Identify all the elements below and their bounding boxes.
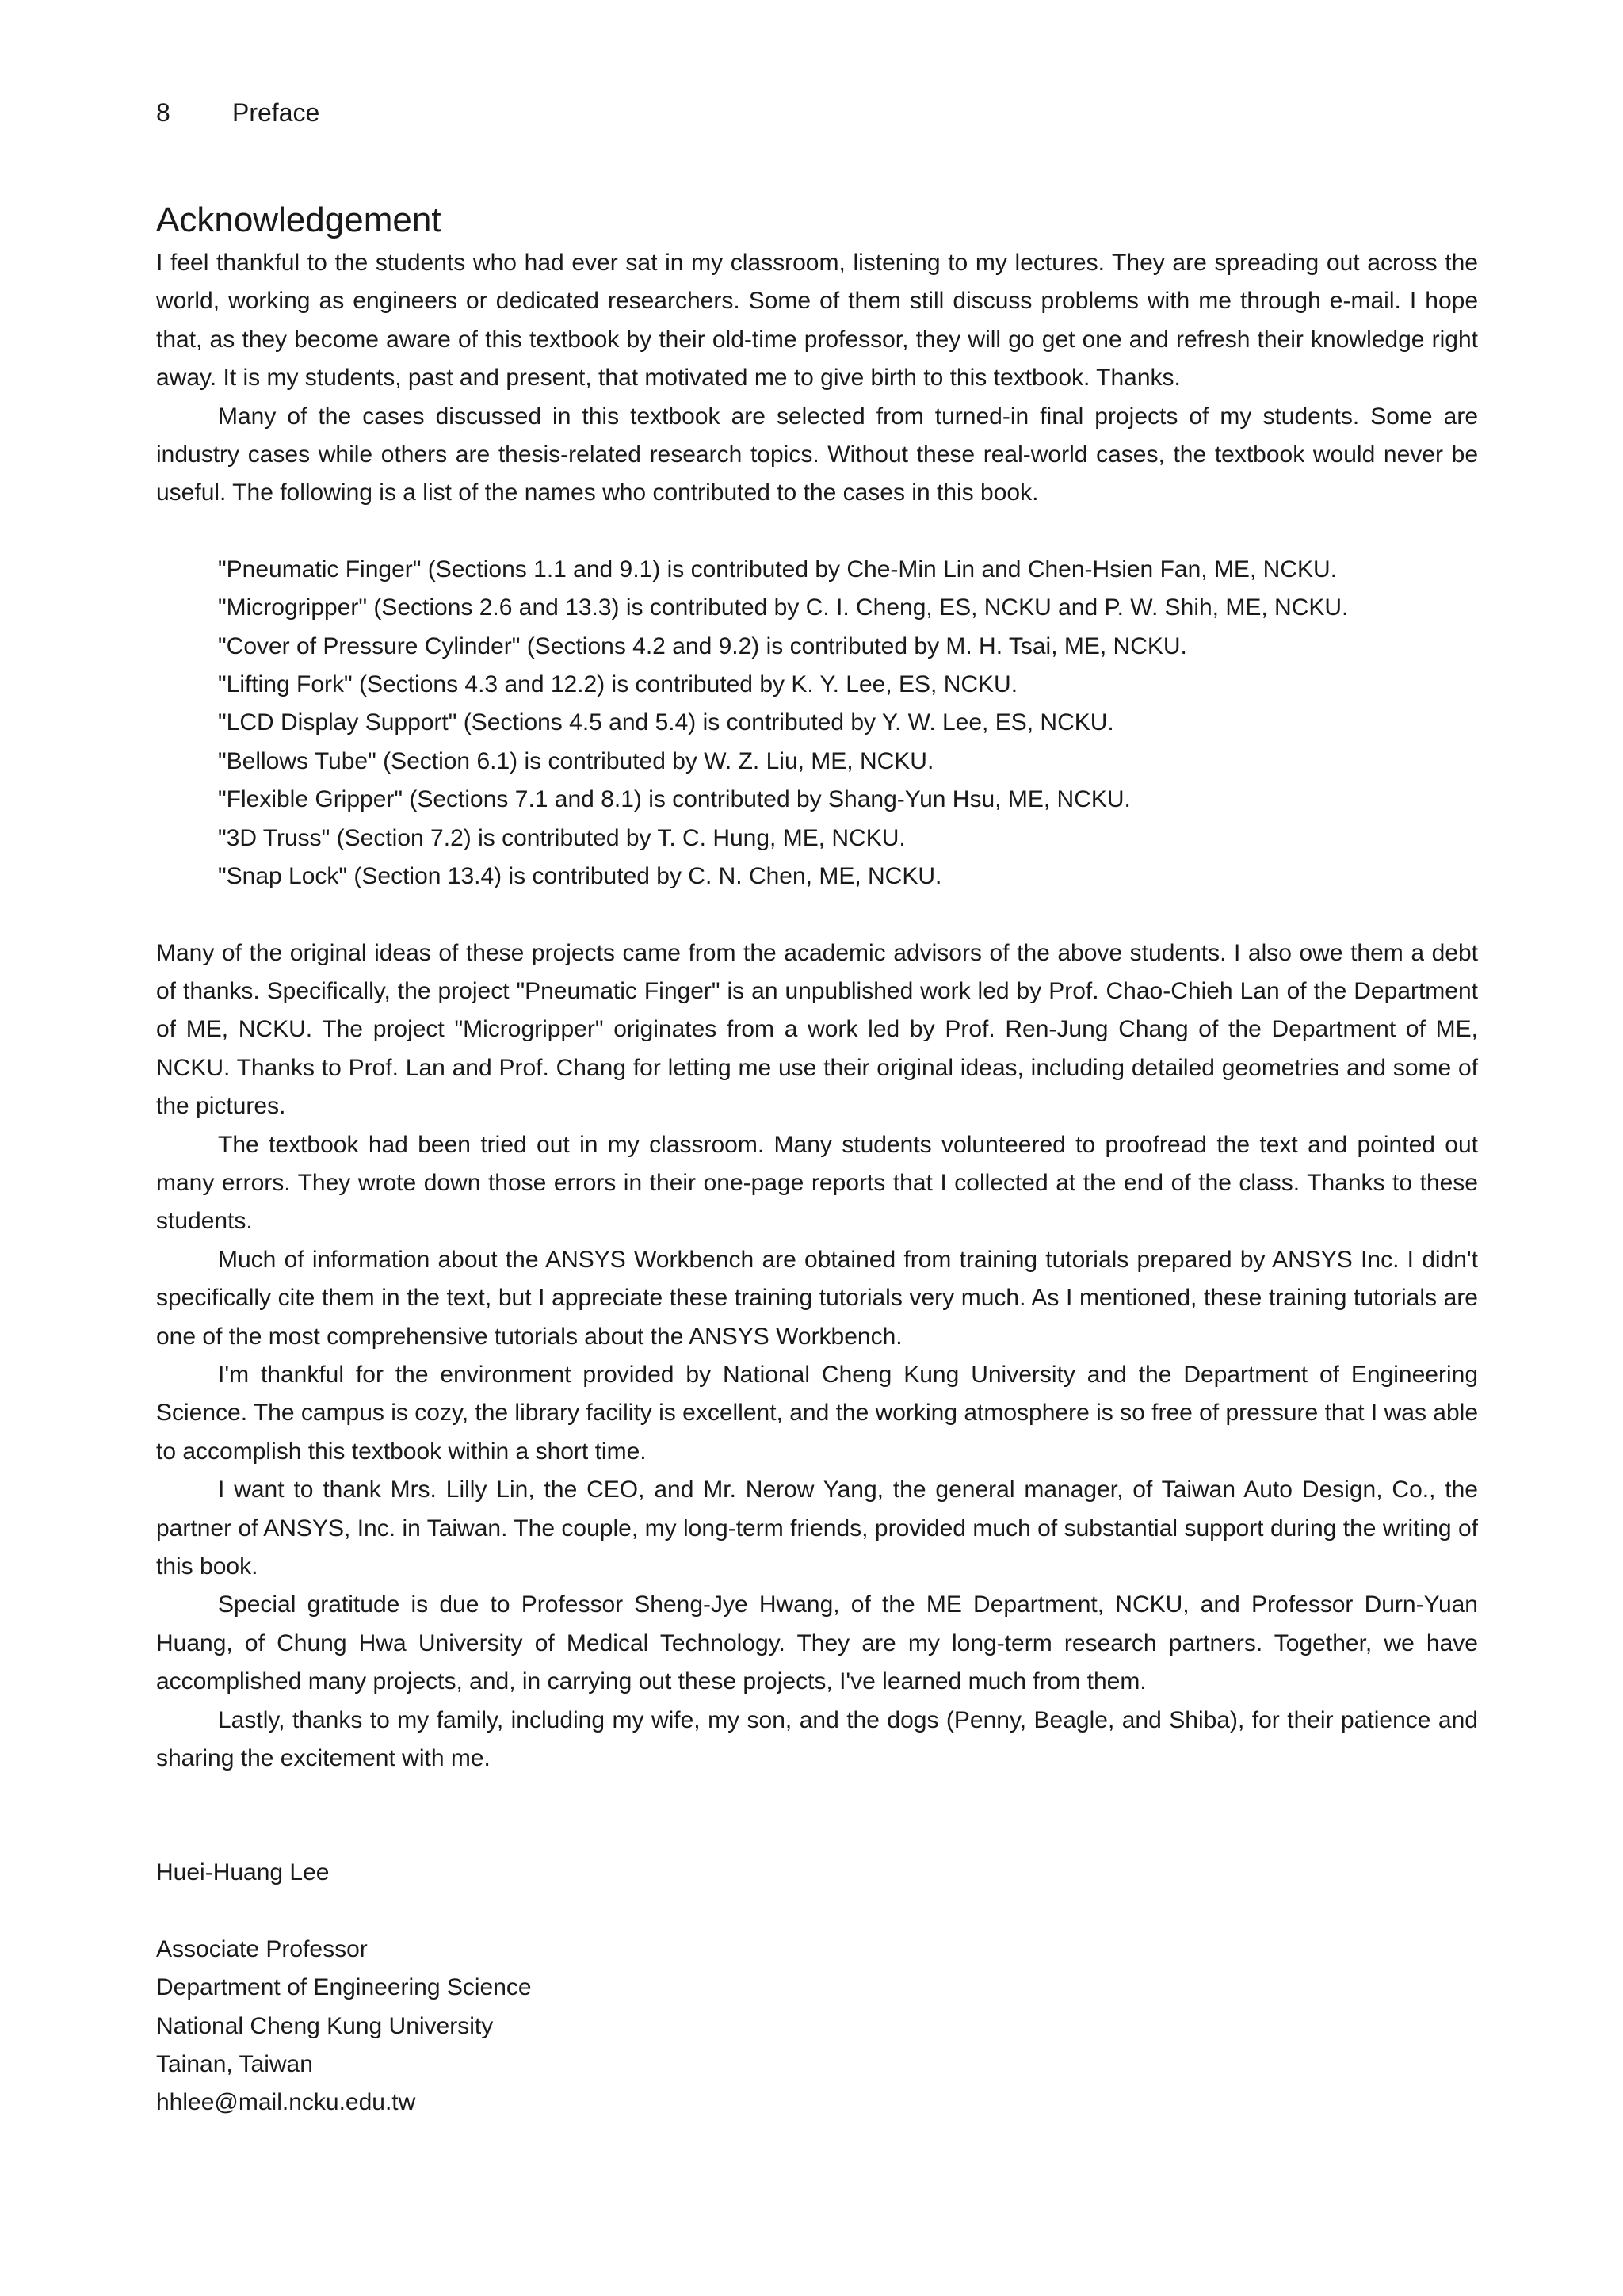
paragraph-classroom: The textbook had been tried out in my classroom. Many students volunteered to proofread the text and pointed out many errors. They wrote down those errors in their one-page reports that I collected at the end of the class. Thanks to these students. <box>156 1131 1478 1235</box>
body-text <box>156 244 1478 2122</box>
contribution-item: "Snap Lock" (Section 13.4) is contributed by C. N. Chen, ME, NCKU. <box>218 863 942 890</box>
contribution-item: "3D Truss" (Section 7.2) is contributed by T. C. Hung, ME, NCKU. <box>218 824 906 851</box>
author-department: Department of Engineering Science <box>156 1974 532 2001</box>
paragraph-research-partners: Special gratitude is due to Professor Sheng-Jye Hwang, of the ME Department, NCKU, and Professor Durn-Yuan Huang, of Chung Hwa University of Medical Technology. They are my long-term research partners. Together, we have accomplished many projects, and, in carrying out these projects, I've learned much from them. <box>156 1591 1478 1695</box>
paragraph-family: Lastly, thanks to my family, including my wife, my son, and the dogs (Penny, Beagle, and Shiba), for their patience and sharing the excitement with me. <box>156 1706 1478 1772</box>
paragraph-advisors: Many of the original ideas of these projects came from the academic advisors of the above students. I also owe them a debt of thanks. Specifically, the project "Pneumatic Finger" is an unpublished work led by Prof. Chao-Chieh Lan of the Department of ME, NCKU. The project "Microgripper" originates from a work led by Prof. Ren-Jung Chang of the Department of ME, NCKU. Thanks to Prof. Lan and Prof. Chang for letting me use their original ideas, including detailed geometries and some of the pictures. <box>156 939 1478 1120</box>
contribution-item: "Lifting Fork" (Sections 4.3 and 12.2) is contributed by K. Y. Lee, ES, NCKU. <box>218 671 1018 698</box>
contribution-item: "Pneumatic Finger" (Sections 1.1 and 9.1) is contributed by Che-Min Lin and Chen-Hsien Fan, ME, NCKU. <box>218 556 1337 583</box>
author-location: Tainan, Taiwan <box>156 2051 313 2078</box>
author-university: National Cheng Kung University <box>156 2012 494 2039</box>
author-title: Associate Professor <box>156 1935 368 1962</box>
author-name: Huei-Huang Lee <box>156 1859 330 1886</box>
contribution-item: "Bellows Tube" (Section 6.1) is contributed by W. Z. Liu, ME, NCKU. <box>218 747 934 774</box>
author-email: hhlee@mail.ncku.edu.tw <box>156 2089 416 2116</box>
section-title: Acknowledgement <box>156 201 441 239</box>
paragraph-cases: Many of the cases discussed in this textbook are selected from turned-in final projects of my students. Some are industry cases while others are thesis-related research topics. Without these real-world cases, the textbook would never be useful. The following is a list of the names who contributed to the cases in this book. <box>156 403 1478 506</box>
page-number: 8 <box>156 98 170 127</box>
contribution-item: "LCD Display Support" (Sections 4.5 and 5.4) is contributed by Y. W. Lee, ES, NCKU. <box>218 709 1114 736</box>
contribution-item: "Flexible Gripper" (Sections 7.1 and 8.1) is contributed by Shang-Yun Hsu, ME, NCKU. <box>218 786 1131 813</box>
document-page <box>156 94 1478 2122</box>
chapter-name: Preface <box>232 98 320 127</box>
signature-block <box>156 1854 1478 2122</box>
paragraph-taiwan-auto-design: I want to thank Mrs. Lilly Lin, the CEO, and Mr. Nerow Yang, the general manager, of Taiwan Auto Design, Co., the partner of ANSYS, Inc. in Taiwan. The couple, my long-term friends, provided much of substantial support during the writing of this book. <box>156 1477 1478 1580</box>
contribution-item: "Cover of Pressure Cylinder" (Sections 4.2 and 9.2) is contributed by M. H. Tsai, ME, NCKU. <box>218 632 1187 659</box>
contributions-list <box>218 551 1478 896</box>
paragraph-university: I'm thankful for the environment provided by National Cheng Kung University and the Department of Engineering Science. The campus is cozy, the library facility is excellent, and the working atmosphere is so free of pressure that I was able to accomplish this textbook within a short time. <box>156 1361 1479 1465</box>
paragraph-intro: I feel thankful to the students who had ever sat in my classroom, listening to my lectures. They are spreading out across the world, working as engineers or dedicated researchers. Some of them still discuss problems with me through e-mail. I hope that, as they become aware of this textbook by their old-time professor, they will go get one and refresh their knowledge right away. It is my students, past and present, that motivated me to give birth to this textbook. Thanks. <box>156 250 1478 392</box>
paragraph-ansys: Much of information about the ANSYS Workbench are obtained from training tutorials prepared by ANSYS Inc. I didn't specifically cite them in the text, but I appreciate these training tutorials very much. As I mentioned, these training tutorials are one of the most comprehensive tutorials about the ANSYS Workbench. <box>156 1246 1478 1350</box>
contribution-item: "Microgripper" (Sections 2.6 and 13.3) is contributed by C. I. Cheng, ES, NCKU and P. W. Shih, ME, NCKU. <box>218 594 1349 621</box>
running-header <box>156 94 1478 132</box>
